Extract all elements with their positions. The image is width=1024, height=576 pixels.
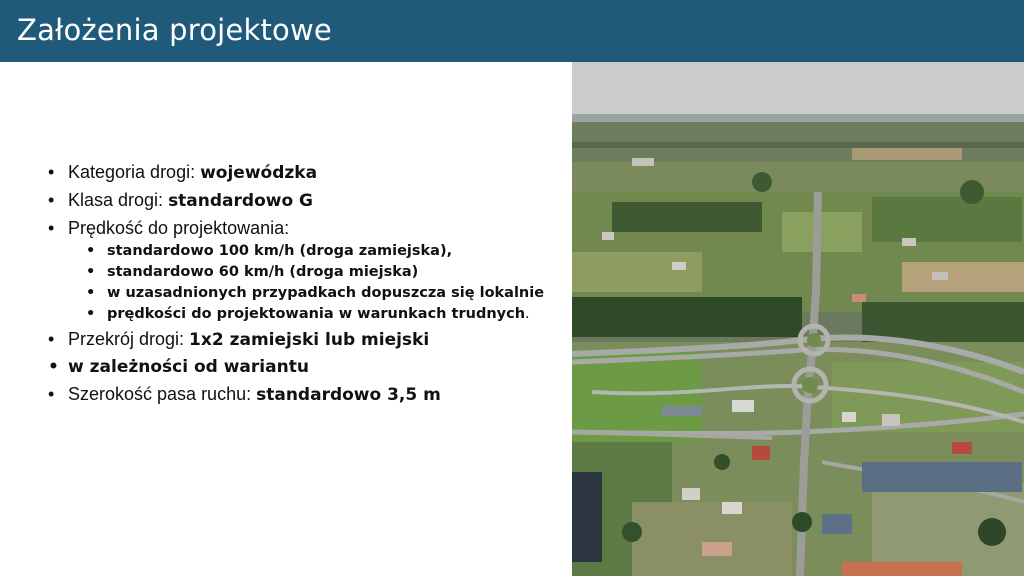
aerial-photo-roundabout-icon — [572, 62, 1024, 576]
title-bar — [0, 0, 1024, 62]
bullet-value: standardowo 3,5 m — [256, 385, 441, 405]
bullet-value: 1x2 zamiejski lub miejski — [189, 330, 430, 350]
bullet-label: Klasa drogi: — [68, 190, 169, 210]
bullet-label: Przekrój drogi: — [68, 329, 190, 349]
bullet-road-class — [48, 188, 558, 213]
bullet-label: Prędkość do projektowania: — [68, 218, 290, 238]
sub-bullet-local-exception — [86, 285, 558, 302]
bullet-depends-on-variant — [48, 355, 558, 379]
bullet-value: standardowo G — [168, 191, 314, 211]
bullet-value: wojewódzka — [200, 163, 318, 183]
sub-bullet-text: standardowo 100 km/h (droga zamiejska), — [107, 243, 453, 259]
bullet-list — [48, 160, 558, 410]
sub-bullet-text: standardowo 60 km/h (droga miejska) — [107, 264, 419, 280]
bullet-label: Kategoria drogi: — [68, 162, 201, 182]
bullet-text: w zależności od wariantu — [68, 357, 309, 377]
bullet-lane-width — [48, 382, 558, 407]
slide-title: Założenia projektowe — [17, 13, 332, 47]
bullet-label: Szerokość pasa ruchu: — [68, 384, 257, 404]
sub-bullet-difficult-conditions — [86, 306, 558, 323]
sub-bullet-text: w uzasadnionych przypadkach dopuszcza się lokalnie — [107, 285, 545, 301]
sub-bullet-text: prędkości do projektowania w warunkach trudnych — [107, 306, 526, 322]
design-speed-sublist — [86, 243, 558, 323]
sub-bullet-speed-100 — [86, 243, 558, 260]
bullet-cross-section — [48, 327, 558, 352]
sub-bullet-suffix: . — [525, 306, 530, 322]
bullet-road-category — [48, 160, 558, 185]
sub-bullet-speed-60 — [86, 264, 558, 281]
bullet-design-speed — [48, 216, 558, 240]
